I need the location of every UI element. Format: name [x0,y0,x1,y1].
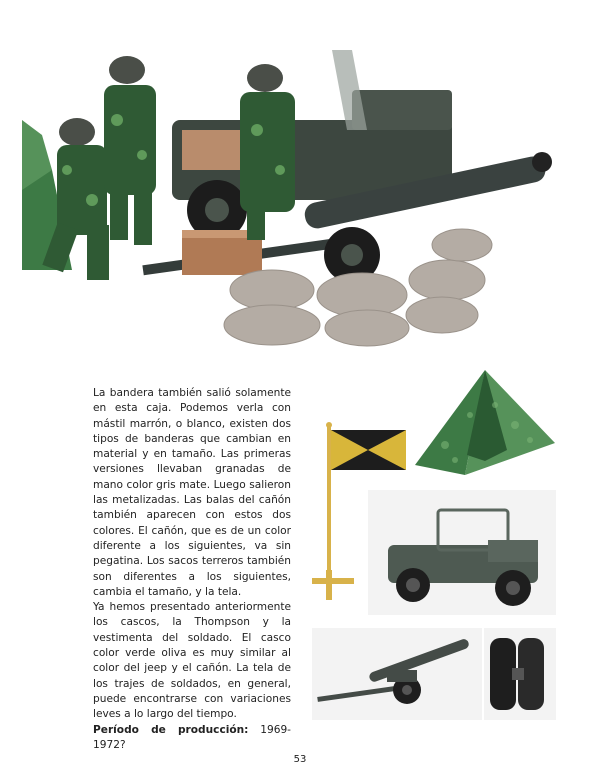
soldier-figure-middle [104,56,156,245]
page-number: 53 [293,754,307,765]
production-period-label: Período de producción: [93,723,249,736]
flag-cloth [331,430,406,470]
jeep-photo [368,490,556,615]
body-text [93,386,291,753]
wheels-photo [484,628,556,720]
tent-photo [415,365,555,477]
hero-photo-soldiers-jeep-cannon [22,40,567,350]
soldier-figure-right [240,64,295,240]
cannon-photo [312,628,482,720]
paragraph-2: Ya hemos presentado anteriormente los cascos, la Thompson y la vestimenta del soldado. El casco color verde oliva es muy similar al color del jeep y el cañón. La tela de los trajes de soldados, en general, puede encontrarse con variaciones leves a lo largo del tiempo. [93,601,291,721]
production-period [93,723,291,754]
production-period-value: 1969-1972? [93,723,292,751]
paragraph-1: La bandera también salió solamente en esta caja. Podemos verla con mástil marrón, o blanco, existen dos tipos de banderas que cambian en material y en tamaño. Las primeras versiones llevaban granadas de mano color gris mate. Luego salieron las metalizadas. Las balas del cañón también aparecen con estos dos colores. El cañón, que es de un color diferente a los siguientes, va sin pegatina. Los sacos terreros también son diferentes a los siguientes, cambia el tamaño, y la tela. [93,387,291,598]
